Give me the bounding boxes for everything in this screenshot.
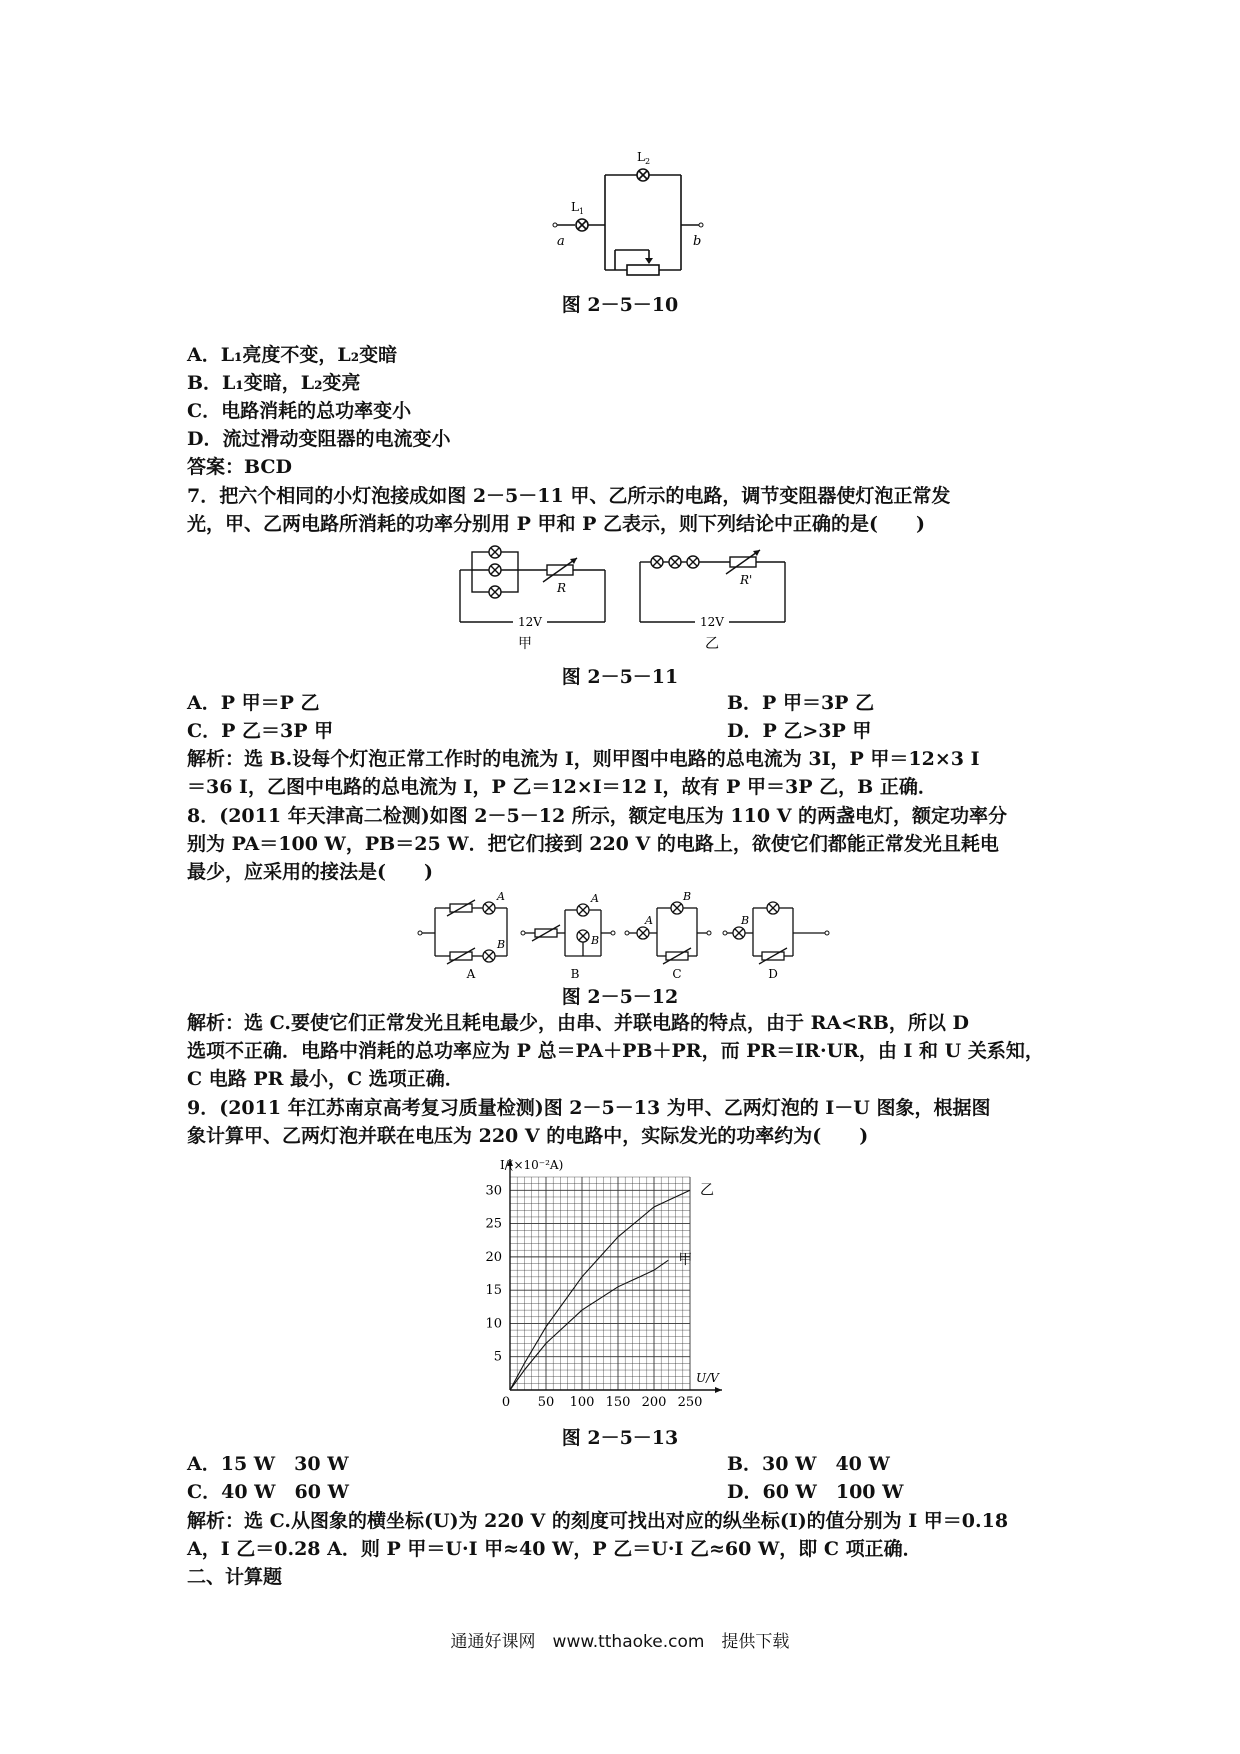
y-tick-label: 10	[485, 1316, 502, 1332]
svg-text:L1	[571, 200, 584, 216]
q6-option-a: A．L₁亮度不变，L₂变暗	[187, 344, 398, 366]
y-tick-label: 15	[485, 1283, 502, 1299]
q8-text-line3: 最少，应采用的接法是( )	[187, 861, 433, 883]
q9-text-line1: 9．(2011 年江苏南京高考复习质量检测)图 2－5－13 为甲、乙两灯泡的 I－U 图象，根据图	[187, 1097, 991, 1119]
lamp-l2-label: L	[637, 150, 645, 164]
x-tick-label: 250	[677, 1395, 703, 1410]
y-tick-label: 30	[485, 1183, 502, 1199]
q8-analysis-line3: C 电路 PR 最小，C 选项正确．	[187, 1068, 464, 1090]
left-resistor-label: R	[557, 581, 567, 595]
circuit-jia-label: 甲	[518, 636, 532, 652]
figure-2-5-12	[415, 888, 835, 978]
q9-option-d: D．60 W 100 W	[727, 1481, 904, 1503]
fig12-d-lamp-b: B	[741, 914, 750, 927]
figure-caption-2-5-10: 图 2－5－10	[561, 294, 679, 316]
origin-label: 0	[501, 1395, 511, 1410]
series-label-yi: 乙	[700, 1182, 714, 1199]
q7-analysis-line1: 解析：选 B.设每个灯泡正常工作时的电流为 I，则甲图中电路的总电流为 3I，P 甲＝12×3 I	[187, 748, 980, 770]
q9-analysis-line1: 解析：选 C.从图象的横坐标(U)为 220 V 的刻度可找出对应的纵坐标(I)的值分别为 I 甲＝0.18	[187, 1510, 1009, 1532]
left-voltage-label: 12V	[518, 615, 542, 629]
q9-option-c: C．40 W 60 W	[187, 1481, 349, 1503]
iu-chart	[470, 1152, 770, 1420]
q9-option-a: A．15 W 30 W	[187, 1453, 349, 1475]
x-tick-label: 50	[537, 1395, 555, 1410]
figure-caption-2-5-12: 图 2－5－12	[561, 986, 679, 1008]
fig12-label-a: A	[466, 967, 476, 978]
right-voltage-label: 12V	[700, 615, 724, 629]
figure-2-5-10	[545, 145, 715, 285]
fig12-b-lamp-a: A	[591, 892, 599, 905]
fig12-c-lamp-b: B	[683, 890, 692, 903]
q9-option-row2	[187, 1479, 1067, 1505]
fig12-label-c: C	[672, 967, 682, 978]
q9-option-b: B．30 W 40 W	[727, 1453, 890, 1475]
q7-option-a: A．P 甲＝P 乙	[187, 692, 320, 714]
y-axis-label: I/(×10⁻²A)	[500, 1158, 564, 1172]
q6-option-d: D．流过滑动变阻器的电流变小	[187, 428, 451, 450]
svg-text:L2	[637, 150, 650, 166]
q7-text-line1: 7．把六个相同的小灯泡接成如图 2－5－11 甲、乙所示的电路，调节变阻器使灯泡正常发	[187, 485, 951, 507]
circuit-yi-label: 乙	[705, 636, 719, 652]
q7-option-row1	[187, 690, 1067, 716]
fig12-b-lamp-b: B	[591, 934, 600, 947]
x-tick-label: 200	[641, 1395, 667, 1410]
q7-option-c: C．P 乙＝3P 甲	[187, 720, 334, 742]
q7-option-b: B．P 甲＝3P 乙	[727, 692, 875, 714]
right-resistor-label: R'	[740, 573, 753, 587]
q6-option-c: C．电路消耗的总功率变小	[187, 400, 412, 422]
q8-text-line1: 8．(2011 年天津高二检测)如图 2－5－12 所示，额定电压为 110 V 的两盏电灯，额定功率分	[187, 805, 1008, 827]
q8-text-line2: 别为 PA＝100 W，PB＝25 W．把它们接到 220 V 的电路上，欲使它们都能正常发光且耗电	[187, 833, 999, 855]
q9-text-line2: 象计算甲、乙两灯泡并联在电压为 220 V 的电路中，实际发光的功率约为( )	[187, 1125, 869, 1147]
q9-analysis-line2: A，I 乙＝0.28 A．则 P 甲＝U·I 甲≈40 W，P 乙＝U·I 乙≈60 W，即 C 项正确．	[187, 1538, 922, 1560]
x-axis-arrow	[715, 1387, 722, 1393]
fig12-c-lamp-a: A	[645, 914, 653, 927]
q9-option-row1	[187, 1451, 1067, 1477]
q6-answer: 答案：BCD	[187, 456, 293, 478]
q7-option-d: D．P 乙>3P 甲	[727, 720, 872, 742]
terminal-b-label: b	[693, 234, 702, 249]
fig12-label-b: B	[570, 967, 580, 978]
q8-analysis-line1: 解析：选 C.要使它们正常发光且耗电最少，由串、并联电路的特点，由于 RA<RB，所以 D	[187, 1012, 970, 1034]
section-heading-calculation: 二、计算题	[187, 1566, 283, 1588]
fig12-label-d: D	[768, 967, 778, 978]
terminal-a-label: a	[557, 234, 565, 249]
x-axis-label: U/V	[696, 1371, 719, 1385]
lamp-l1-label: L	[571, 200, 579, 214]
lamp-l1-sub: 1	[578, 207, 585, 216]
q7-text-line2: 光，甲、乙两电路所消耗的功率分别用 P 甲和 P 乙表示，则下列结论中正确的是( )	[187, 513, 926, 535]
figure-caption-2-5-11: 图 2－5－11	[561, 666, 679, 688]
x-tick-label: 100	[569, 1395, 595, 1410]
x-tick-label: 150	[605, 1395, 631, 1410]
fig12-a-lamp-b: B	[497, 938, 506, 951]
lamp-l2-sub: 2	[644, 157, 651, 166]
y-tick-label: 5	[493, 1349, 502, 1365]
fig12-a-lamp-a: A	[497, 890, 505, 903]
series-label-jia: 甲	[678, 1252, 693, 1269]
q6-option-b: B．L₁变暗，L₂变亮	[187, 372, 361, 394]
q7-analysis-line2: ＝36 I，乙图中电路的总电流为 I，P 乙＝12×I＝12 I，故有 P 甲＝3P 乙，B 正确．	[187, 776, 937, 798]
figure-2-5-11	[455, 540, 795, 655]
y-tick-label: 20	[485, 1249, 502, 1265]
q8-analysis-line2: 选项不正确．电路中消耗的总功率应为 P 总＝PA＋PB＋PR，而 PR＝IR·UR，由 I 和 U 关系知，	[187, 1040, 1044, 1062]
q7-option-row2	[187, 718, 1067, 744]
y-tick-label: 25	[485, 1216, 502, 1232]
figure-caption-2-5-13: 图 2－5－13	[561, 1427, 679, 1449]
footer-text: 通通好课网 www.tthaoke.com 提供下载	[450, 1632, 790, 1652]
